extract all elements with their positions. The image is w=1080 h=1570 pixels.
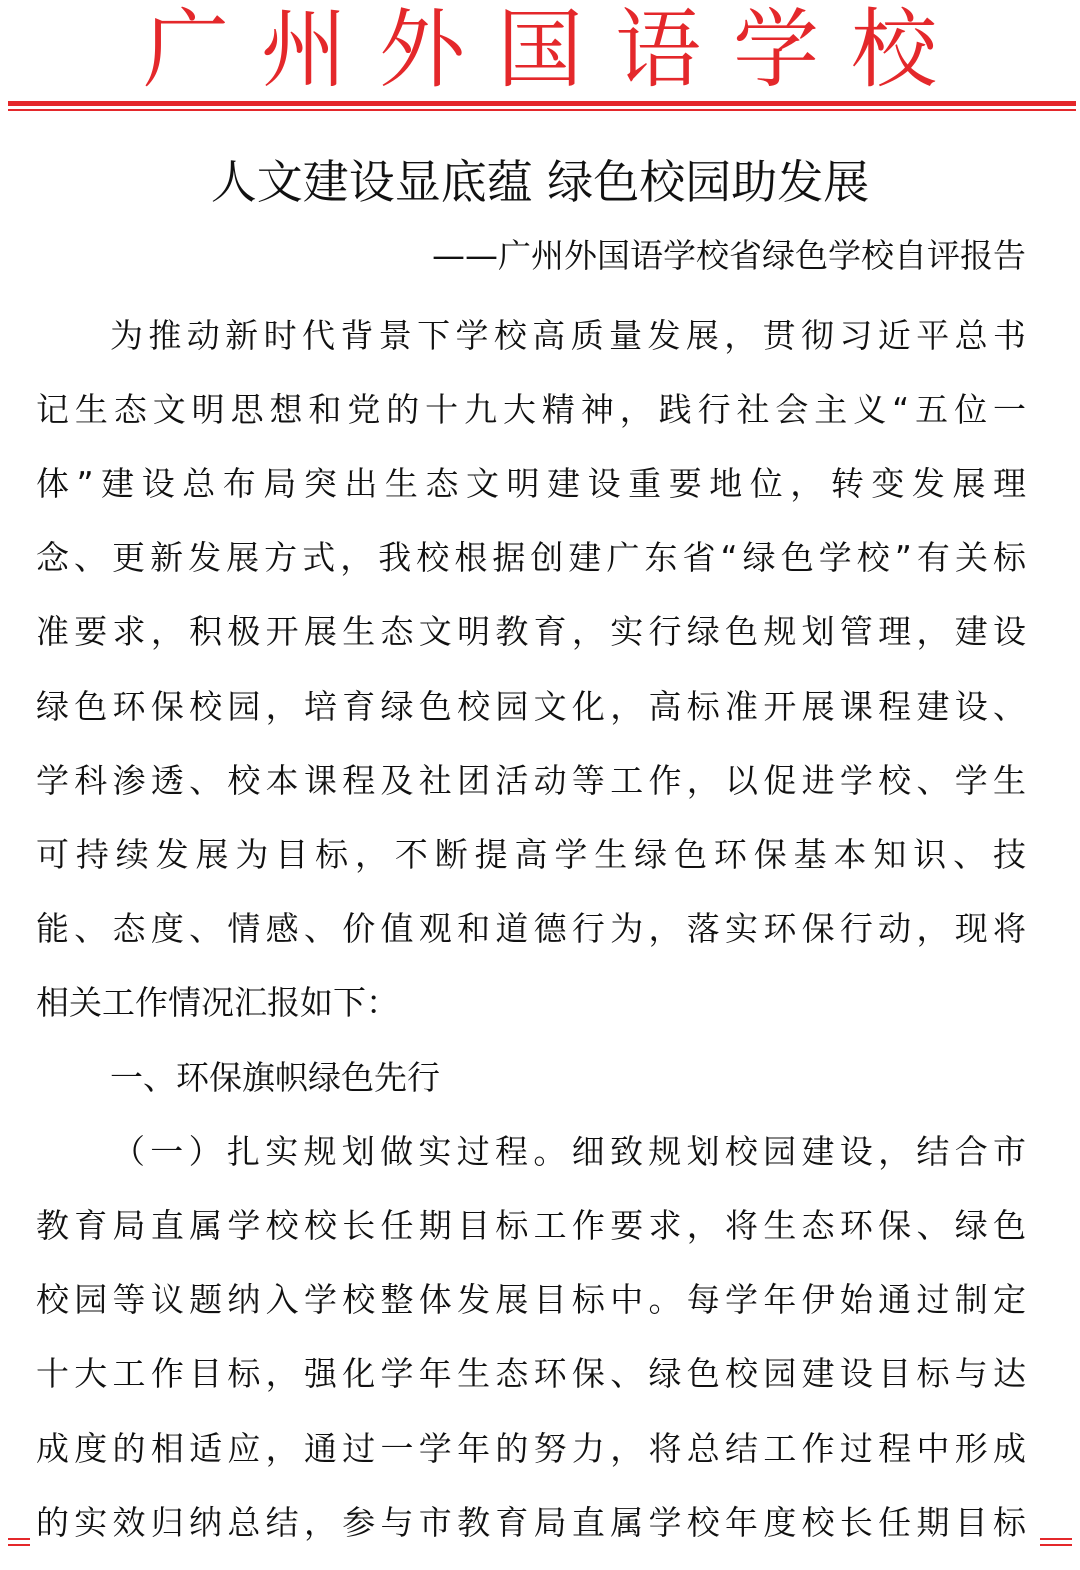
- intro-line: 能、态度、情感、价值观和道德行为，落实环保行动，现将: [36, 909, 1026, 948]
- letterhead-school-name: 广州外国语学校: [143, 0, 969, 100]
- letterhead-red-rule-thin: [8, 109, 1076, 111]
- footer-red-mark: [1040, 1544, 1072, 1546]
- section-paragraph-line: 成度的相适应，通过一学年的努力，将总结工作过程中形成: [36, 1429, 1026, 1468]
- intro-line: 绿色环保校园，培育绿色校园文化，高标准开展课程建设、: [36, 687, 1026, 726]
- footer-red-mark: [8, 1544, 30, 1546]
- report-title: 人文建设显底蕴 绿色校园助发展: [210, 155, 870, 209]
- section-heading: 一、环保旗帜绿色先行: [110, 1058, 440, 1097]
- intro-line: 念、更新发展方式，我校根据创建广东省“绿色学校”有关标: [36, 538, 1026, 577]
- footer-red-mark: [8, 1538, 30, 1540]
- intro-line: 准要求，积极开展生态文明教育，实行绿色规划管理，建设: [36, 612, 1026, 651]
- letterhead-red-rule: [8, 101, 1076, 106]
- footer-red-mark: [1040, 1538, 1072, 1540]
- intro-line: 为推动新时代背景下学校高质量发展，贯彻习近平总书: [110, 316, 1026, 355]
- report-subtitle: ——广州外国语学校省绿色学校自评报告: [432, 236, 1026, 275]
- intro-line: 可持续发展为目标，不断提高学生绿色环保基本知识、技: [36, 835, 1026, 874]
- intro-line: 记生态文明思想和党的十九大精神，践行社会主义“五位一: [36, 390, 1026, 429]
- intro-line: 体”建设总布局突出生态文明建设重要地位，转变发展理: [36, 464, 1026, 503]
- section-paragraph-line: 十大工作目标，强化学年生态环保、绿色校园建设目标与达: [36, 1354, 1026, 1393]
- section-paragraph-line: 校园等议题纳入学校整体发展目标中。每学年伊始通过制定: [36, 1280, 1026, 1319]
- intro-line: 相关工作情况汇报如下：: [36, 983, 399, 1022]
- intro-line: 学科渗透、校本课程及社团活动等工作，以促进学校、学生: [36, 761, 1026, 800]
- section-paragraph-line: （一）扎实规划做实过程。细致规划校园建设，结合市: [112, 1132, 1026, 1171]
- section-paragraph-line: 教育局直属学校校长任期目标工作要求，将生态环保、绿色: [36, 1206, 1026, 1245]
- section-paragraph-line: 的实效归纳总结，参与市教育局直属学校年度校长任期目标: [36, 1503, 1026, 1542]
